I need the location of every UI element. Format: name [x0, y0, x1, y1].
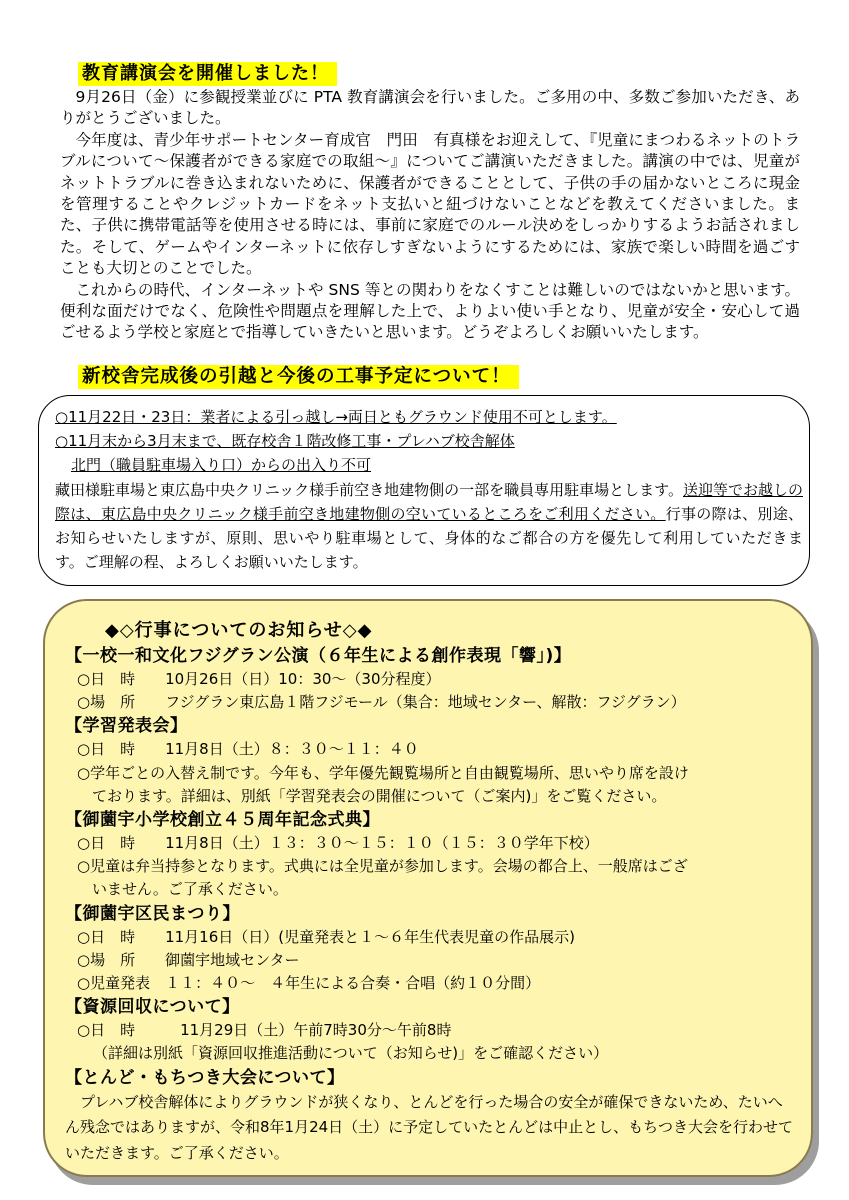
- construction-notice-content: [55, 405, 803, 574]
- event-line: ○児童は弁当持参となります。式典には全児童が参加します。会場の都合上、一般席はござ: [77, 857, 688, 876]
- event-heading: 【御薗宇小学校創立４５周年記念式典】: [65, 810, 380, 831]
- event-line: ○日 時 10月26日（日）10：30～（30分程度）: [77, 670, 441, 688]
- section-heading-lecture: 教育講演会を開催しました！: [78, 62, 337, 86]
- parking-note: [55, 478, 803, 575]
- event-heading: 【御薗宇区民まつり】: [65, 903, 240, 924]
- event-body: プレハブ校舎解体によりグラウンドが狭くなり、とんどを行った場合の安全が確保できないため、たいへん残念ではありますが、令和8年1月24日（土）に予定していたとんどは中止とし、もちつき大会を行わせていただきます。ご了承ください。: [65, 1092, 794, 1162]
- parking-note-part2: 行事の際は、別途、お知らせいたしますが、原則、思いやり駐車場として、身体的なご都合の方を優先して利用していただきます。ご理解の程、よろしくお願いいたします。: [55, 504, 803, 572]
- event-line: ○日 時 11月29日（土）午前7時30分～午前8時: [77, 1021, 452, 1040]
- event-line: ○場 所 フジグラン東広島１階フジモール（集合：地域センター、解散：フジグラン）: [77, 693, 686, 712]
- event-heading: 【資源回収について】: [65, 997, 240, 1018]
- event-line: ○日 時 11月8日（土）１３：３０～１５：１０（１５：３０学年下校）: [77, 834, 599, 853]
- lecture-paragraph-3: これからの時代、インターネットや SNS 等との関わりをなくすことは難しいのではないかと思います。便利な面だけでなく、危険性や問題点を理解した上で、よりよい使い手となり、児童が安全・安心して過ごせるよう学校と家庭とで指導していきたいと思います。どうぞよろしくお願いいたします。: [60, 280, 800, 342]
- event-line: （詳細は別紙「資源回収推進活動について（お知らせ)」をご確認ください）: [93, 1044, 609, 1063]
- event-line: ○日 時 11月8日（土）８：３０～１１：４０: [77, 740, 419, 759]
- events-content: [65, 618, 805, 1166]
- renovation-notice: [55, 429, 803, 453]
- event-line: ○学年ごとの入替え制です。今年も、学年優先観覧場所と自由観覧場所、思いやり席を設け: [77, 763, 689, 782]
- event-heading: 【学習発表会】: [65, 716, 188, 737]
- renovation-period: ○11月末から3月末まで、: [55, 432, 232, 451]
- section-heading-construction: 新校舎完成後の引越と今後の工事予定について！: [78, 365, 519, 389]
- event-line: ○場 所 御薗宇地域センター: [77, 950, 300, 969]
- lecture-paragraph-2: 今年度は、青少年サポートセンター育成官 門田 有真様をお迎えして、『児童にまつわるネットのトラブルについて～保護者ができる家庭での取組～』についてご講演いただきました。講演の中では、児童がネットトラブルに巻き込まれないために、保護者ができることとして、子供の手の届かないところに現金を管理することやクレジットカードをネット支払いと紐づけないことなどを教えてくださいました。また、子供に携帯電話等を使用させる時には、事前に家庭でのルール決めをしっかりするようお話されました。そして、ゲームやインターネットに依存しすぎないようにするためには、家族で楽しい時間を過ごすことも大切とのことでした。: [60, 130, 800, 278]
- event-line: ております。詳細は、別紙「学習発表会の開催について（ご案内)」をご覧ください。: [77, 786, 667, 805]
- parking-note-part1: 藏田様駐車場と東広島中央クリニック様手前空き地建物側の一部を職員専用駐車場とします。: [55, 480, 683, 499]
- lecture-paragraph-1: 9月26日（金）に参観授業並びに PTA 教育講演会を行いました。ご多用の中、多数ご参加いただき、ありがとうございました。: [60, 88, 800, 128]
- event-line: いません。ご了承ください。: [77, 880, 288, 899]
- event-line: ○児童発表 １１：４０～ ４年生による合奏・合唱（約１０分間）: [77, 974, 541, 993]
- move-notice: ○11月22日・23日：業者による引っ越し→両日ともグラウンド使用不可とします。: [55, 408, 617, 426]
- lecture-report: [60, 87, 800, 344]
- event-heading: 【一校一和文化フジグラン公演（６年生による創作表現「響」)】: [65, 646, 572, 666]
- parking-note-underlined: 送迎等でお越しの際は、東広島中央クリニック様手前空き地建物側の空いているところをご利用ください。: [55, 480, 803, 523]
- events-title: ◆◇行事についてのお知らせ◇◆: [105, 620, 373, 641]
- event-heading: 【とんど・もちつき大会について】: [65, 1067, 345, 1088]
- event-line: ○日 時 11月16日（日）(児童発表と１～６年生代表児童の作品展示): [77, 927, 575, 946]
- north-gate-notice: 北門（職員駐車場入り口）からの出入り不可: [71, 456, 372, 475]
- renovation-work: 既存校舎１階改修工事・プレハブ校舎解体: [231, 432, 515, 451]
